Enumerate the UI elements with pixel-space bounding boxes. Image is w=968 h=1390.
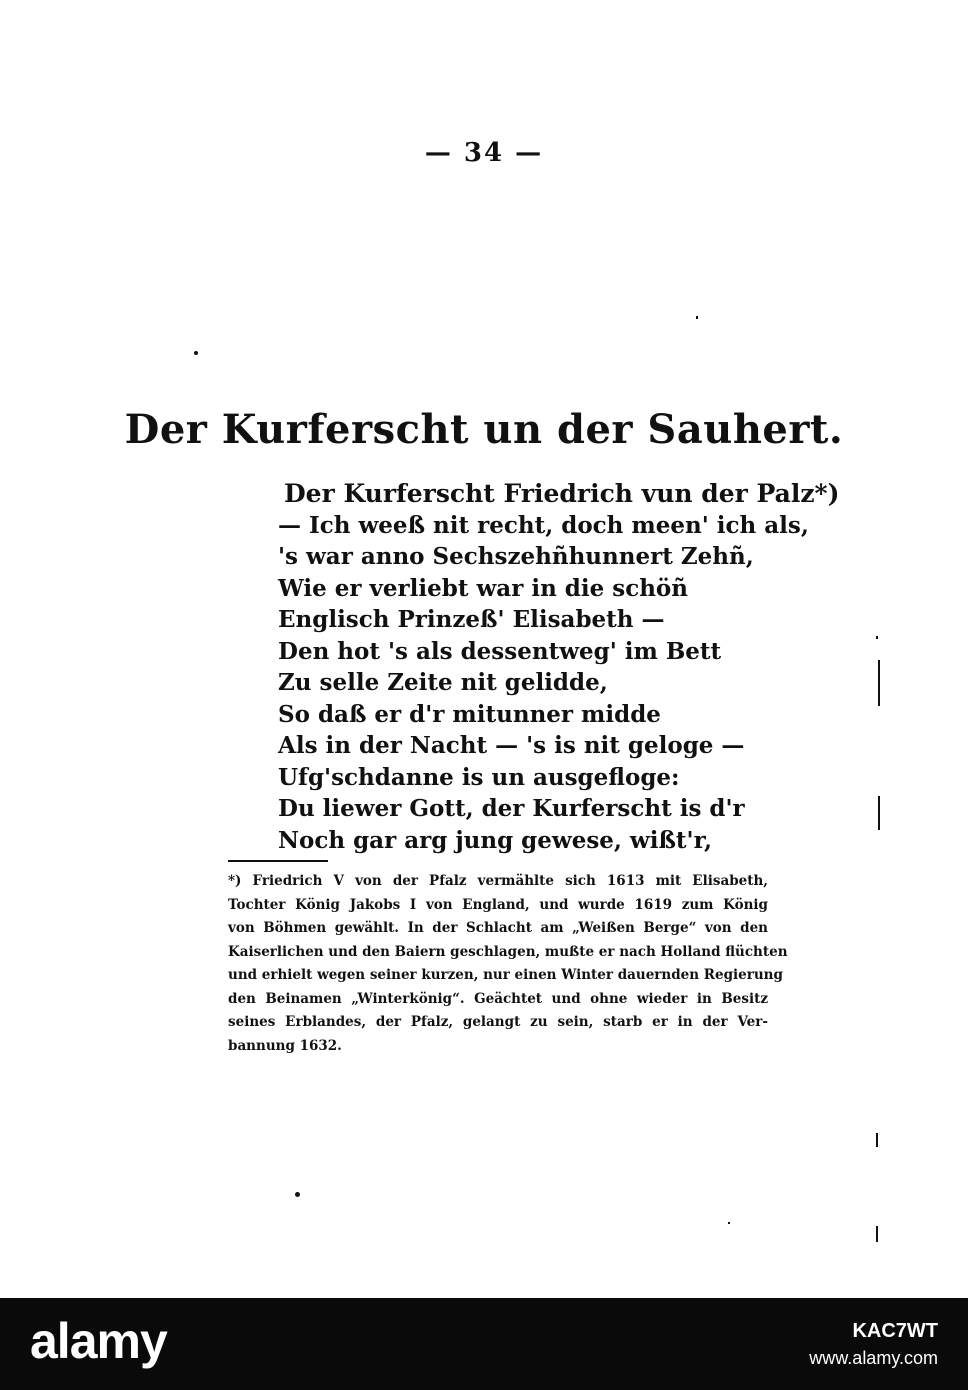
scan-speck xyxy=(728,1222,730,1224)
watermark-url: www.alamy.com xyxy=(809,1348,938,1368)
scan-speck xyxy=(295,1192,300,1197)
verse-line: Wie er verliebt war in die schöñ xyxy=(278,574,688,602)
footnote-line: *) Friedrich V von der Pfalz vermählte sich 1613 mit Elisabeth, xyxy=(228,873,768,889)
verse-line: — Ich weeß nit recht, doch meen' ich als, xyxy=(278,511,809,539)
verse-line: Englisch Prinzeß' Elisabeth — xyxy=(278,606,665,633)
watermark-logo: alamy xyxy=(30,1313,167,1369)
verse-line: 's war anno Sechszehñhunnert Zehñ, xyxy=(278,543,754,570)
verse-line: Als in der Nacht — 's is nit geloge — xyxy=(278,732,745,759)
scan-speck xyxy=(876,636,878,639)
scan-speck xyxy=(878,660,880,706)
verse-line: So daß er d'r mitunner midde xyxy=(278,700,661,728)
verse-line: Noch gar arg jung gewese, wißt'r, xyxy=(278,826,713,854)
footnote-line: und erhielt wegen seiner kurzen, nur einen Winter dauernden Regierung xyxy=(228,967,783,983)
footnote-line: Kaiserlichen und den Baiern geschlagen, mußte er nach Holland flüchten xyxy=(228,943,788,960)
scan-speck xyxy=(878,796,880,830)
page-number: — 34 — xyxy=(424,138,544,168)
verse-line: Zu selle Zeite nit gelidde, xyxy=(278,669,608,696)
scan-speck xyxy=(876,1133,878,1147)
verse-line: Der Kurferscht Friedrich vun der Palz*) xyxy=(284,479,840,508)
footnote-line: von Böhmen gewählt. In der Schlacht am „Weißen Berge“ von den xyxy=(228,920,768,936)
scan-speck xyxy=(876,1226,878,1242)
scan-speck xyxy=(194,351,198,355)
footnote-line: den Beinamen „Winterkönig“. Geächtet und ohne wieder in Besitz xyxy=(228,990,768,1007)
verse-line: Ufg'schdanne is un ausgefloge: xyxy=(278,763,680,791)
scan-speck xyxy=(696,316,698,319)
watermark-bar xyxy=(0,1298,968,1390)
footnote-line: Tochter König Jakobs I von England, und wurde 1619 zum König xyxy=(228,896,768,913)
footnote xyxy=(228,870,788,1058)
footnote-line: bannung 1632. xyxy=(228,1037,342,1054)
verse-line: Du liewer Gott, der Kurferscht is d'r xyxy=(278,795,745,822)
verse-line: Den hot 's als dessentweg' im Bett xyxy=(278,637,722,665)
footnote-rule xyxy=(228,860,328,862)
footnote-line: seines Erblandes, der Pfalz, gelangt zu sein, starb er in der Ver- xyxy=(228,1014,768,1030)
poem-verse xyxy=(278,478,840,856)
poem-title: Der Kurferscht un der Sauhert. xyxy=(124,406,844,453)
watermark-image-id: KAC7WT xyxy=(852,1320,938,1342)
